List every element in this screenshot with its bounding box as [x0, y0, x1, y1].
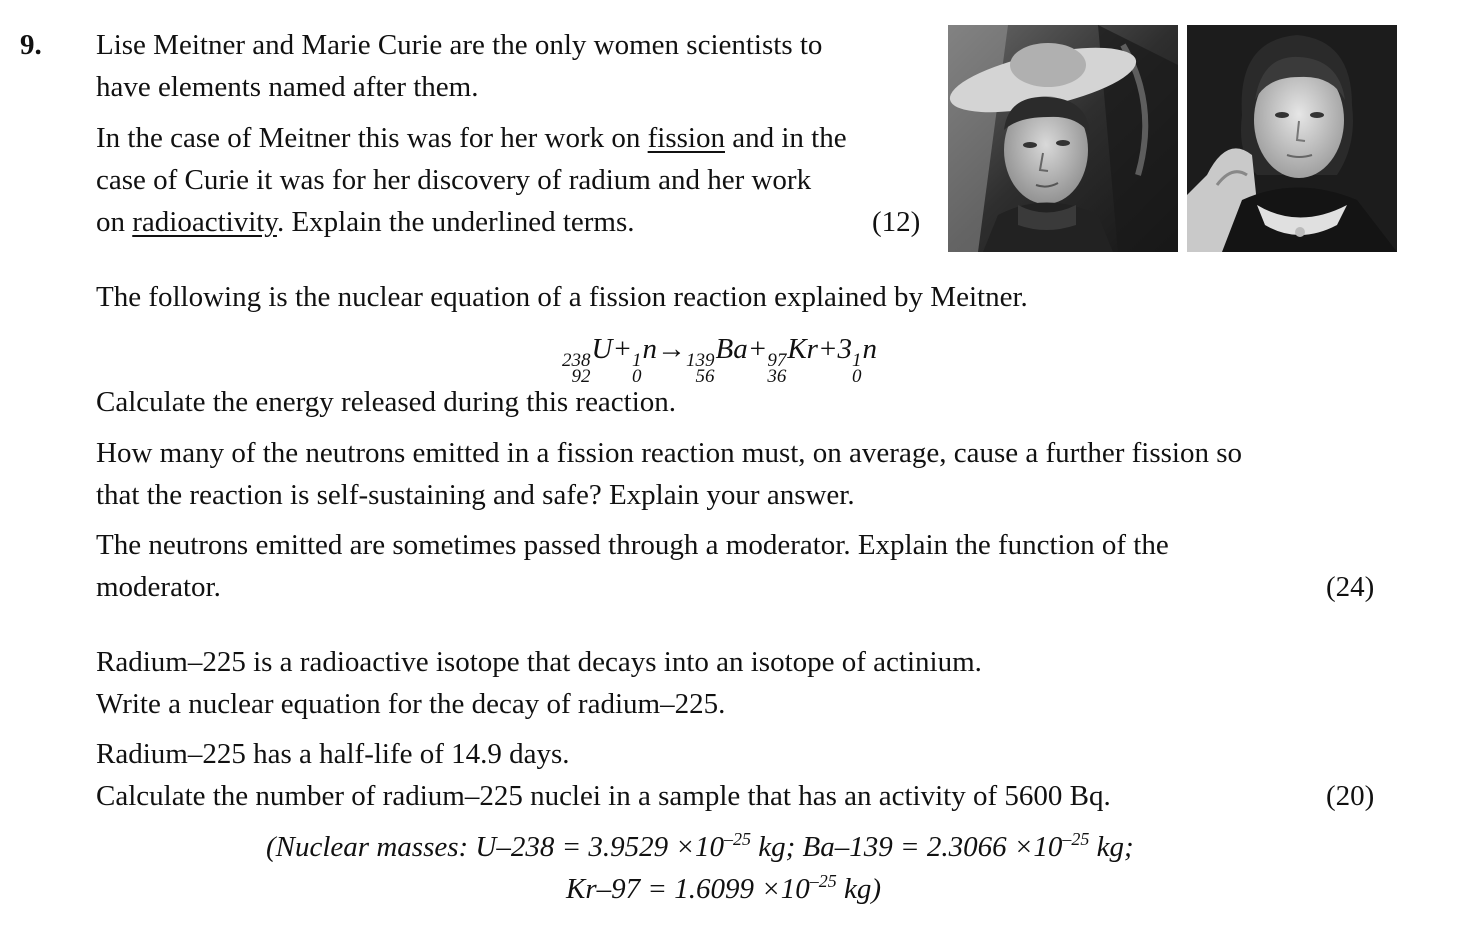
uranium-isotope [562, 333, 613, 387]
radium-line-1: Radium–225 is a radioactive isotope that decays into an isotope of actinium. [96, 646, 982, 678]
u-mass-number: 238 [562, 350, 591, 371]
plus-sign: + [747, 333, 768, 365]
halflife-line-2: Calculate the number of radium–225 nuclei in a sample that has an activity of 5600 Bq. [96, 780, 1111, 812]
marks-part-a: (12) [872, 206, 921, 238]
meitner-portrait-image [948, 25, 1178, 252]
masses-text: kg; Ba–139 = 2.3066 ×10 [751, 831, 1063, 863]
neutrons-line-2: that the reaction is self-sustaining and safe? Explain your answer. [96, 479, 855, 511]
fission-intro: The following is the nuclear equation of a fission reaction explained by Meitner. [96, 281, 1028, 313]
ba-atomic-number: 56 [695, 366, 715, 387]
nuclear-masses-line-2 [566, 868, 881, 910]
u-symbol: U [591, 333, 613, 365]
paragraph-line-2: case of Curie it was for her discovery of radium and her work [96, 164, 812, 196]
masses-text: kg; [1089, 831, 1134, 863]
n-atomic-number: 0 [632, 366, 642, 387]
paragraph-line-1 [96, 117, 847, 159]
kr-mass-number: 97 [767, 350, 787, 371]
masses-text: (Nuclear masses: U–238 = 3.9529 ×10 [266, 831, 724, 863]
masses-text: kg) [836, 873, 882, 905]
paragraph-text: . Explain the underlined terms. [276, 206, 635, 238]
intro-line-1: Lise Meitner and Marie Curie are the only women scientists to [96, 29, 823, 61]
neutrons-line-1: How many of the neutrons emitted in a fission reaction must, on average, cause a further fission so [96, 437, 1242, 469]
neutron-product [852, 333, 878, 387]
kr-atomic-number: 36 [767, 366, 787, 387]
krypton-isotope [767, 333, 818, 387]
meitner-photo [948, 25, 1178, 252]
moderator-line-2: moderator. [96, 571, 221, 603]
n-symbol: n [642, 333, 658, 365]
term-radioactivity: radioactivity [132, 206, 277, 238]
radium-line-2: Write a nuclear equation for the decay of radium–225. [96, 688, 726, 720]
term-fission: fission [647, 122, 725, 154]
plus-sign: + [612, 333, 633, 365]
masses-exponent: –25 [724, 829, 751, 849]
calc-energy: Calculate the energy released during this reaction. [96, 386, 677, 418]
plus-three: +3 [817, 333, 853, 365]
kr-symbol: Kr [787, 333, 818, 365]
marks-part-b: (24) [1326, 571, 1375, 603]
paragraph-text: on [96, 206, 133, 238]
curie-portrait-image [1187, 25, 1397, 252]
curie-photo [1187, 25, 1397, 252]
fission-equation [562, 328, 877, 385]
paragraph-text: In the case of Meitner this was for her work on [96, 122, 648, 154]
masses-exponent: –25 [809, 871, 837, 891]
paragraph-line-3 [96, 201, 635, 243]
paragraph-text: and in the [724, 122, 847, 154]
masses-text: Kr–97 = 1.6099 ×10 [566, 873, 810, 905]
ba-symbol: Ba [715, 333, 748, 365]
nuclear-masses-line-1 [266, 826, 1134, 868]
n2-mass-number: 1 [852, 350, 862, 371]
ba-mass-number: 139 [686, 350, 715, 371]
neutron-reactant [632, 333, 658, 387]
n2-symbol: n [862, 333, 878, 365]
question-number: 9. [20, 29, 42, 61]
intro-line-2: have elements named after them. [96, 71, 479, 103]
barium-isotope [686, 333, 748, 387]
n2-atomic-number: 0 [852, 366, 862, 387]
u-atomic-number: 92 [571, 366, 591, 387]
halflife-line-1: Radium–225 has a half-life of 14.9 days. [96, 738, 570, 770]
reaction-arrow: → [657, 333, 687, 365]
masses-exponent: –25 [1062, 829, 1090, 849]
n-mass-number: 1 [632, 350, 642, 371]
moderator-line-1: The neutrons emitted are sometimes passed through a moderator. Explain the function of the [96, 529, 1169, 561]
marks-part-c: (20) [1326, 780, 1375, 812]
